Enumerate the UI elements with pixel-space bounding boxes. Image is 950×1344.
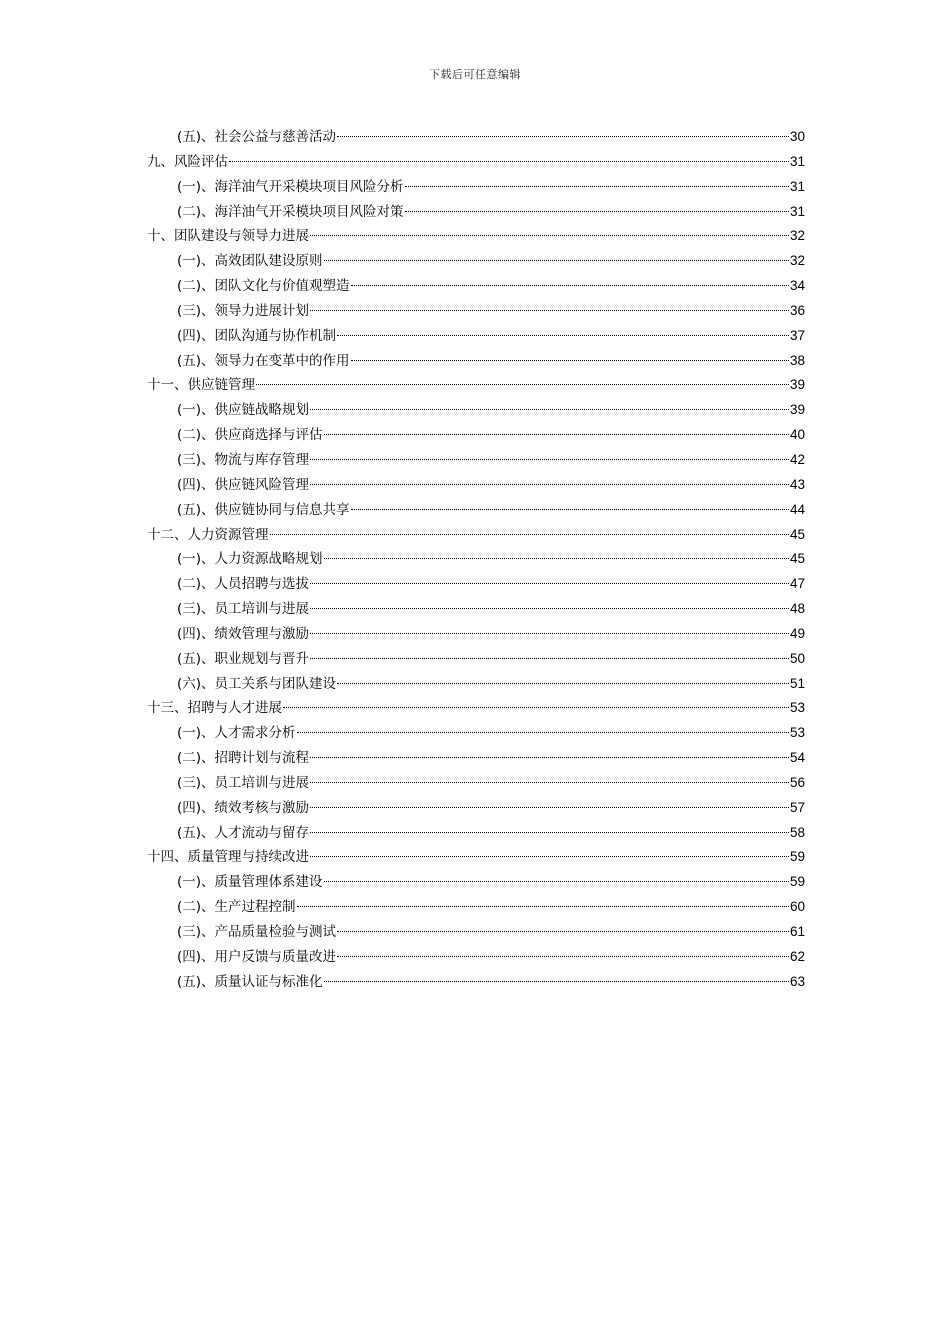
- toc-entry-title: (二)、供应商选择与评估: [177, 427, 323, 444]
- toc-entry-page-number: 53: [789, 700, 805, 716]
- toc-section-entry[interactable]: [147, 895, 805, 920]
- toc-entry-title: (五)、质量认证与标准化: [177, 973, 323, 990]
- toc-section-entry[interactable]: [147, 299, 805, 324]
- toc-entry-page-number: 34: [789, 278, 805, 294]
- toc-entry-page-number: 45: [789, 526, 805, 542]
- toc-entry-page-number: 58: [789, 824, 805, 840]
- toc-entry-title: (三)、物流与库存管理: [177, 451, 310, 468]
- toc-dot-leader: [310, 583, 789, 584]
- toc-entry-title: (二)、生产过程控制: [177, 899, 296, 916]
- toc-dot-leader: [337, 683, 789, 684]
- toc-dot-leader: [405, 211, 789, 212]
- toc-dot-leader: [310, 856, 789, 857]
- toc-chapter-entry[interactable]: [147, 373, 805, 398]
- toc-entry-page-number: 60: [789, 899, 805, 915]
- toc-section-entry[interactable]: [147, 647, 805, 672]
- toc-entry-title: (三)、员工培训与进展: [177, 601, 310, 618]
- toc-entry-page-number: 63: [789, 973, 805, 989]
- toc-entry-page-number: 36: [789, 302, 805, 318]
- toc-dot-leader: [310, 832, 789, 833]
- toc-entry-title: (四)、绩效管理与激励: [177, 625, 310, 642]
- toc-dot-leader: [310, 310, 789, 311]
- toc-entry-page-number: 31: [789, 203, 805, 219]
- toc-dot-leader: [310, 633, 789, 634]
- toc-section-entry[interactable]: [147, 349, 805, 374]
- toc-dot-leader: [337, 956, 789, 957]
- page-header: 下载后可任意编辑: [429, 68, 521, 81]
- toc-entry-title: (四)、供应链风险管理: [177, 476, 310, 493]
- toc-section-entry[interactable]: [147, 672, 805, 697]
- toc-dot-leader: [351, 509, 789, 510]
- toc-dot-leader: [337, 136, 789, 137]
- toc-section-entry[interactable]: [147, 622, 805, 647]
- toc-entry-title: 十四、质量管理与持续改进: [147, 849, 309, 866]
- toc-entry-page-number: 37: [789, 327, 805, 343]
- toc-entry-page-number: 32: [789, 228, 805, 244]
- toc-section-entry[interactable]: [147, 473, 805, 498]
- toc-entry-title: (一)、海洋油气开采模块项目风险分析: [177, 178, 404, 195]
- toc-entry-page-number: 61: [789, 924, 805, 939]
- toc-entry-page-number: 50: [789, 650, 805, 666]
- toc-entry-title: (二)、招聘计划与流程: [177, 750, 310, 767]
- toc-entry-title: (一)、人才需求分析: [177, 725, 296, 742]
- toc-entry-title: (五)、社会公益与慈善活动: [177, 129, 337, 145]
- toc-entry-page-number: 43: [789, 476, 805, 492]
- toc-dot-leader: [324, 558, 789, 559]
- toc-entry-page-number: 39: [789, 402, 805, 418]
- toc-dot-leader: [310, 757, 789, 758]
- toc-section-entry[interactable]: [147, 597, 805, 622]
- toc-entry-title: (一)、质量管理体系建设: [177, 874, 323, 891]
- toc-entry-title: (三)、产品质量检验与测试: [177, 924, 337, 940]
- toc-dot-leader: [324, 260, 789, 261]
- toc-entry-title: (三)、员工培训与进展: [177, 774, 310, 791]
- toc-dot-leader: [324, 981, 789, 982]
- toc-entry-title: (六)、员工关系与团队建设: [177, 675, 337, 692]
- toc-dot-leader: [337, 335, 789, 336]
- toc-dot-leader: [310, 608, 789, 609]
- toc-entry-title: (四)、绩效考核与激励: [177, 799, 310, 816]
- toc-dot-leader: [310, 782, 789, 783]
- toc-entry-title: 十一、供应链管理: [147, 377, 255, 394]
- toc-entry-title: (二)、海洋油气开采模块项目风险对策: [177, 203, 404, 220]
- toc-entry-page-number: 54: [789, 750, 805, 766]
- toc-dot-leader: [270, 534, 789, 535]
- toc-dot-leader: [310, 658, 789, 659]
- toc-chapter-entry[interactable]: [147, 150, 805, 175]
- toc-entry-title: 十二、人力资源管理: [147, 526, 269, 543]
- toc-section-entry[interactable]: [147, 970, 805, 995]
- toc-dot-leader: [310, 484, 789, 485]
- toc-entry-page-number: 48: [789, 601, 805, 617]
- toc-entry-title: (二)、团队文化与价值观塑造: [177, 278, 350, 295]
- toc-section-entry[interactable]: [147, 175, 805, 200]
- toc-section-entry[interactable]: [147, 572, 805, 597]
- toc-chapter-entry[interactable]: [147, 224, 805, 249]
- toc-entry-page-number: 53: [789, 725, 805, 741]
- toc-entry-page-number: 39: [789, 377, 805, 393]
- toc-section-entry[interactable]: [147, 547, 805, 572]
- toc-entry-title: (一)、高效团队建设原则: [177, 253, 323, 270]
- toc-section-entry[interactable]: [147, 920, 805, 945]
- toc-dot-leader: [310, 459, 789, 460]
- toc-dot-leader: [337, 931, 789, 932]
- toc-entry-page-number: 30: [789, 129, 805, 144]
- toc-entry-page-number: 44: [789, 501, 805, 517]
- toc-dot-leader: [229, 161, 789, 162]
- toc-entry-title: (四)、用户反馈与质量改进: [177, 948, 337, 965]
- toc-dot-leader: [405, 186, 789, 187]
- toc-entry-title: (五)、人才流动与留存: [177, 824, 310, 841]
- toc-entry-title: (五)、供应链协同与信息共享: [177, 501, 350, 518]
- toc-entry-page-number: 40: [789, 427, 805, 443]
- toc-section-entry[interactable]: [147, 249, 805, 274]
- toc-entry-title: (一)、供应链战略规划: [177, 402, 310, 419]
- toc-dot-leader: [324, 434, 789, 435]
- toc-section-entry[interactable]: [147, 821, 805, 846]
- toc-section-entry[interactable]: [147, 771, 805, 796]
- toc-chapter-entry[interactable]: [147, 696, 805, 721]
- toc-section-entry[interactable]: [147, 498, 805, 523]
- toc-entry-page-number: 47: [789, 576, 805, 592]
- toc-dot-leader: [297, 732, 789, 733]
- toc-section-entry[interactable]: [147, 870, 805, 895]
- toc-entry-page-number: 31: [789, 153, 805, 169]
- toc-dot-leader: [283, 707, 789, 708]
- toc-entry-title: 十三、招聘与人才进展: [147, 700, 282, 717]
- toc-entry-title: (五)、职业规划与晋升: [177, 650, 310, 667]
- toc-entry-title: 十、团队建设与领导力进展: [147, 228, 309, 245]
- toc-dot-leader: [324, 881, 789, 882]
- toc-entry-page-number: 31: [789, 178, 805, 194]
- toc-entry-page-number: 51: [789, 675, 805, 691]
- toc-dot-leader: [351, 285, 789, 286]
- toc-entry-page-number: 62: [789, 948, 805, 964]
- toc-section-entry[interactable]: [147, 324, 805, 349]
- toc-section-entry[interactable]: [147, 423, 805, 448]
- toc-entry-page-number: 45: [789, 551, 805, 567]
- toc-entry-title: (三)、领导力进展计划: [177, 302, 310, 319]
- toc-dot-leader: [351, 360, 789, 361]
- toc-dot-leader: [310, 807, 789, 808]
- toc-section-entry[interactable]: [147, 746, 805, 771]
- toc-section-entry[interactable]: [147, 721, 805, 746]
- toc-entry-title: (四)、团队沟通与协作机制: [177, 327, 337, 344]
- toc-section-entry[interactable]: [147, 125, 805, 150]
- toc-dot-leader: [310, 409, 789, 410]
- toc-entry-title: (一)、人力资源战略规划: [177, 551, 323, 568]
- toc-entry-title: 九、风险评估: [147, 153, 228, 170]
- toc-entry-page-number: 56: [789, 774, 805, 790]
- table-of-contents: [147, 125, 805, 995]
- toc-dot-leader: [297, 906, 789, 907]
- toc-entry-page-number: 32: [789, 253, 805, 269]
- toc-section-entry[interactable]: [147, 398, 805, 423]
- toc-section-entry[interactable]: [147, 274, 805, 299]
- toc-entry-page-number: 59: [789, 874, 805, 890]
- toc-section-entry[interactable]: [147, 200, 805, 225]
- toc-entry-page-number: 57: [789, 799, 805, 815]
- toc-dot-leader: [256, 384, 789, 385]
- toc-dot-leader: [310, 235, 789, 236]
- toc-section-entry[interactable]: [147, 796, 805, 821]
- toc-entry-page-number: 59: [789, 849, 805, 865]
- toc-entry-page-number: 49: [789, 625, 805, 641]
- toc-chapter-entry[interactable]: [147, 845, 805, 870]
- toc-entry-title: (二)、人员招聘与选拔: [177, 576, 310, 593]
- toc-entry-page-number: 42: [789, 451, 805, 467]
- toc-chapter-entry[interactable]: [147, 523, 805, 548]
- toc-entry-title: (五)、领导力在变革中的作用: [177, 352, 350, 369]
- toc-section-entry[interactable]: [147, 448, 805, 473]
- toc-section-entry[interactable]: [147, 945, 805, 970]
- toc-entry-page-number: 38: [789, 352, 805, 368]
